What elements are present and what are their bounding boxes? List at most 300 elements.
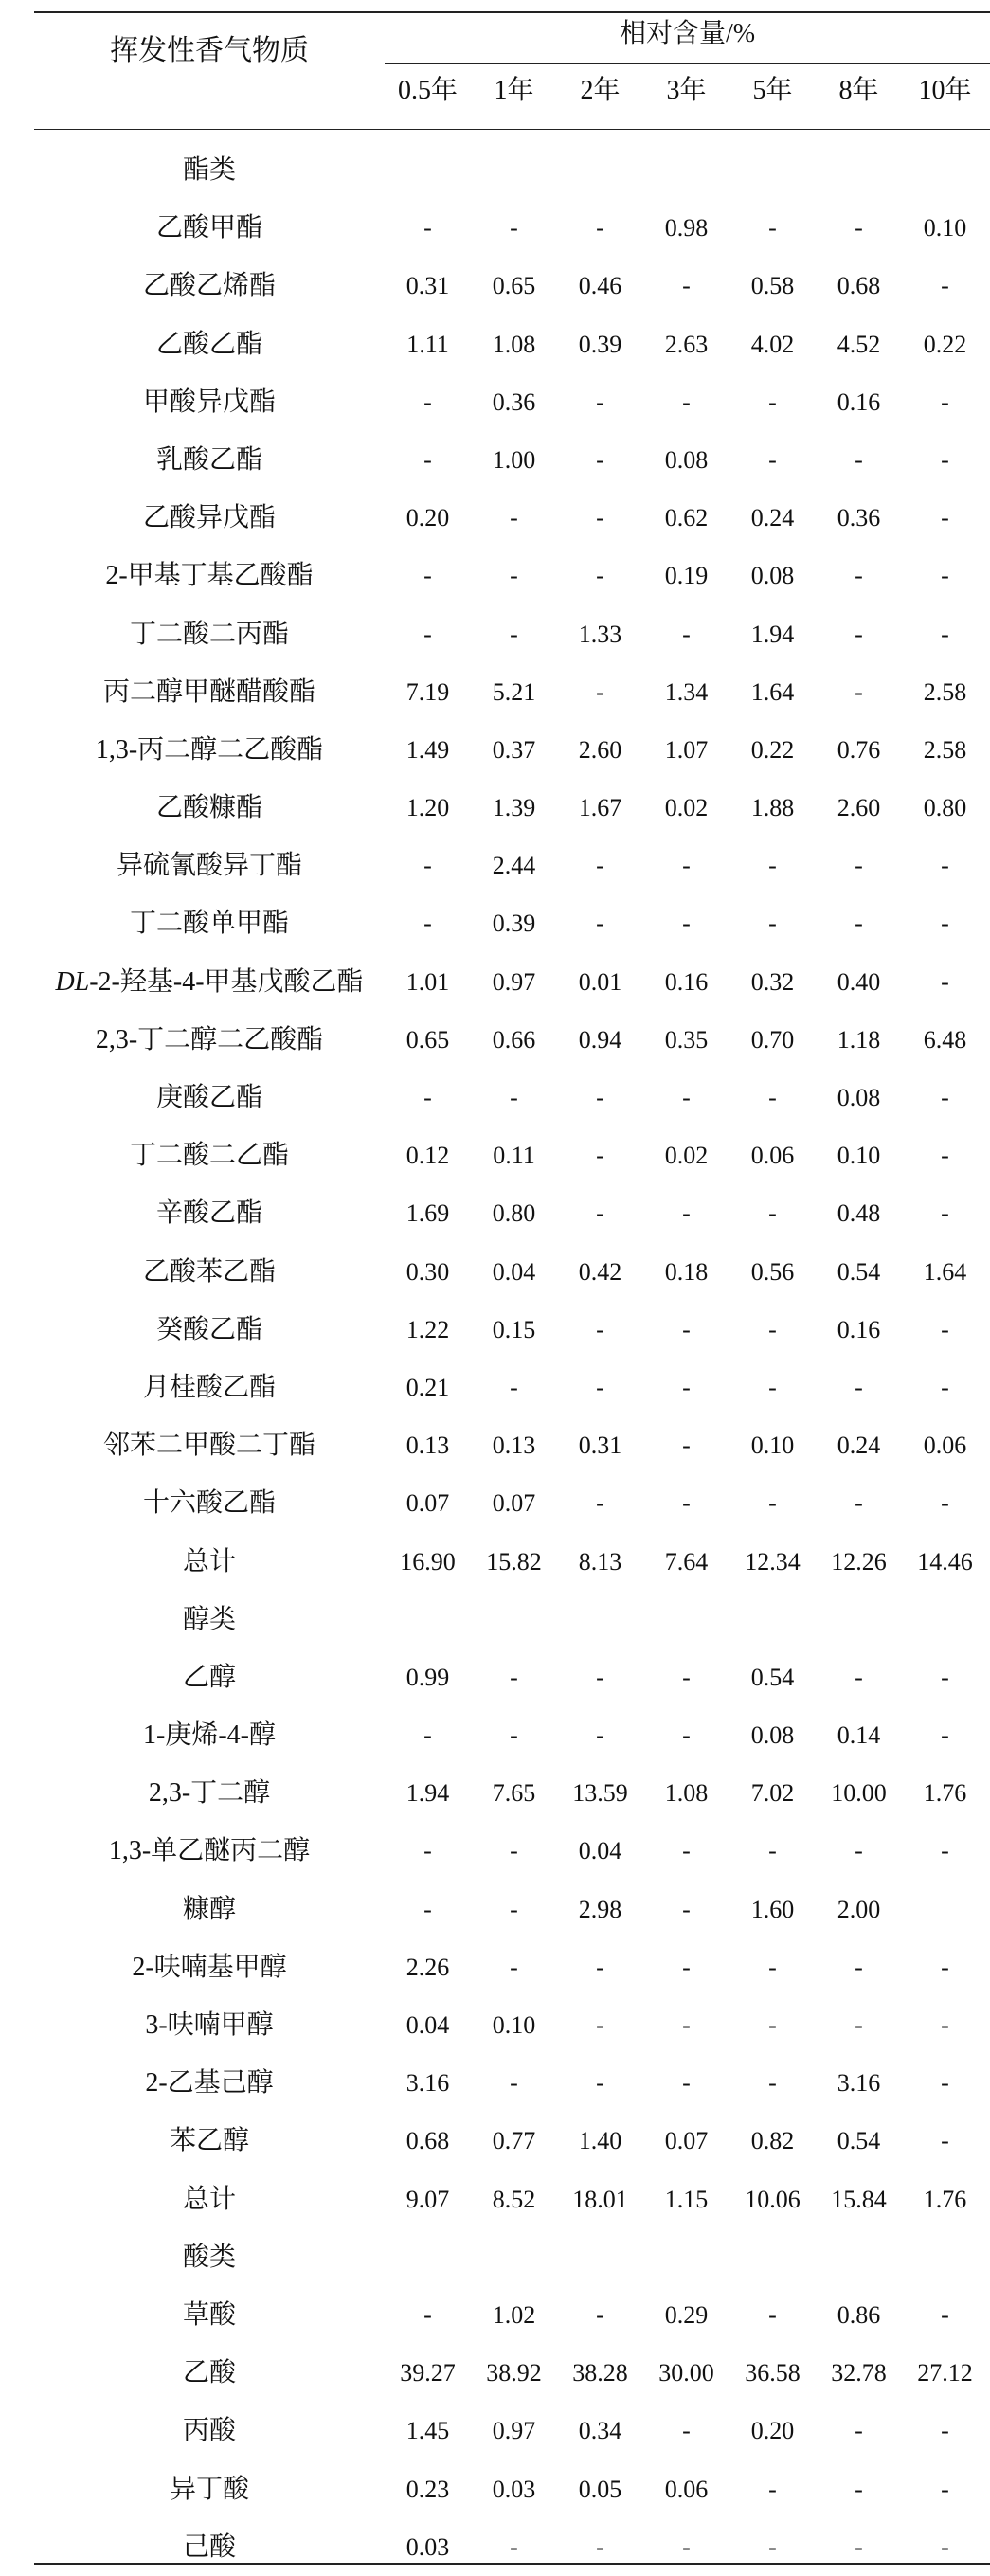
value-cell: 1.15	[664, 2185, 709, 2213]
value-cell: -	[682, 1895, 691, 1923]
value-cell: -	[682, 2417, 691, 2445]
compound-name: 1-庚烯-4-醇	[143, 1720, 276, 1751]
value-cell: 13.59	[572, 1779, 628, 1808]
table-row	[34, 373, 990, 431]
value-cell: -	[682, 1084, 691, 1111]
value-cell: -	[768, 2532, 777, 2561]
compound-name: 乙酸乙烯酯	[142, 271, 276, 301]
value-cell: -	[596, 1721, 604, 1750]
value-cell: -	[423, 445, 432, 474]
table-row	[34, 605, 990, 663]
value-cell: 0.08	[837, 1084, 881, 1111]
value-cell: -	[423, 214, 432, 243]
value-cell: -	[510, 1837, 518, 1865]
value-cell: -	[510, 620, 518, 648]
table-row	[34, 2344, 990, 2402]
value-cell: 4.02	[750, 330, 795, 358]
value-cell: -	[941, 2011, 949, 2039]
table-row	[34, 141, 990, 199]
value-cell: 1.08	[664, 1779, 709, 1808]
compound-name: 乙醇	[182, 1662, 236, 1692]
value-cell: -	[682, 2011, 691, 2039]
value-cell: -	[941, 2069, 949, 2098]
value-cell: -	[596, 2532, 604, 2561]
value-cell: -	[682, 1721, 691, 1750]
compound-name: 乳酸乙酯	[155, 444, 262, 475]
value-cell: 0.08	[664, 445, 709, 474]
value-cell: 2.44	[492, 852, 536, 880]
table-row	[34, 1938, 990, 1996]
compound-name: 异硫氰酸异丁酯	[116, 851, 302, 881]
value-cell: 0.16	[664, 967, 709, 996]
compound-name: 酸类	[182, 2242, 236, 2272]
value-cell: 0.36	[492, 387, 536, 416]
value-cell: 1.22	[405, 1315, 450, 1343]
compound-name: 癸酸乙酯	[155, 1314, 262, 1344]
value-cell: -	[510, 1895, 518, 1923]
value-cell: 0.76	[837, 735, 881, 764]
value-cell: 0.22	[750, 735, 795, 764]
value-cell: -	[596, 2011, 604, 2039]
value-cell: 0.32	[750, 967, 795, 996]
value-cell: -	[855, 1663, 863, 1691]
value-cell: 0.10	[837, 1142, 881, 1170]
value-cell: 0.65	[405, 1025, 450, 1054]
value-cell: 15.82	[486, 1547, 542, 1576]
value-cell: 0.23	[405, 2475, 450, 2503]
value-cell: -	[510, 2532, 518, 2561]
value-cell: 0.65	[492, 272, 536, 300]
table-row	[34, 1533, 990, 1591]
value-cell: -	[941, 910, 949, 938]
value-cell: -	[682, 1432, 691, 1460]
table-row	[34, 1764, 990, 1822]
table-row	[34, 2402, 990, 2459]
value-cell: -	[768, 910, 777, 938]
value-cell: -	[596, 387, 604, 416]
value-cell: 0.13	[492, 1432, 536, 1460]
table-row	[34, 1881, 990, 1938]
year-header-4: 5年	[752, 76, 793, 105]
value-cell: 0.62	[664, 504, 709, 532]
table-row	[34, 2171, 990, 2228]
value-cell: -	[855, 2417, 863, 2445]
value-cell: 0.07	[492, 1489, 536, 1518]
value-cell: 0.66	[492, 1025, 536, 1054]
table-row	[34, 953, 990, 1011]
value-cell: 2.60	[837, 794, 881, 822]
value-cell: 0.18	[664, 1257, 709, 1286]
value-cell: 0.36	[837, 504, 881, 532]
value-cell: 0.56	[750, 1257, 795, 1286]
value-cell: 1.20	[405, 794, 450, 822]
value-cell: -	[941, 272, 949, 300]
value-cell: 1.33	[578, 620, 622, 648]
value-cell: 1.02	[492, 2300, 536, 2329]
value-cell: -	[510, 2069, 518, 2098]
value-cell: -	[768, 445, 777, 474]
value-cell: 5.21	[492, 677, 536, 706]
value-cell: 2.26	[405, 1953, 450, 1981]
value-cell: 1.45	[405, 2417, 450, 2445]
value-cell: 0.03	[405, 2532, 450, 2561]
value-cell: 8.52	[492, 2185, 536, 2213]
value-cell: 2.63	[664, 330, 709, 358]
value-cell: -	[423, 910, 432, 938]
value-cell: -	[682, 1315, 691, 1343]
value-cell: -	[423, 620, 432, 648]
value-cell: 7.64	[664, 1547, 709, 1576]
value-cell: -	[941, 387, 949, 416]
value-cell: -	[941, 620, 949, 648]
value-cell: 0.12	[405, 1142, 450, 1170]
value-cell: -	[768, 2475, 777, 2503]
compound-name: 草酸	[182, 2299, 236, 2330]
value-cell: -	[596, 504, 604, 532]
table-row	[34, 721, 990, 779]
table-row	[34, 1822, 990, 1880]
value-cell: 8.13	[578, 1547, 622, 1576]
year-header-5: 8年	[838, 76, 879, 105]
compound-name: 糠醇	[182, 1894, 236, 1924]
value-cell: -	[423, 387, 432, 416]
value-cell: 1.07	[664, 735, 709, 764]
value-cell: -	[768, 2069, 777, 2098]
value-cell: 36.58	[745, 2359, 801, 2387]
value-cell: -	[941, 562, 949, 590]
value-cell: 0.08	[750, 1721, 795, 1750]
value-cell: -	[941, 1142, 949, 1170]
value-cell: -	[596, 562, 604, 590]
value-cell: 1.39	[492, 794, 536, 822]
header-sub-rule	[385, 63, 990, 64]
value-cell: -	[682, 1953, 691, 1981]
value-cell: 2.58	[923, 735, 967, 764]
value-cell: -	[855, 852, 863, 880]
column-header-compound: 挥发性香气物质	[110, 35, 309, 66]
value-cell: 1.88	[750, 794, 795, 822]
table-row	[34, 1359, 990, 1416]
value-cell: -	[596, 1084, 604, 1111]
compound-name: 辛酸乙酯	[155, 1198, 262, 1229]
value-cell: 38.92	[486, 2359, 542, 2387]
value-cell: 0.77	[492, 2127, 536, 2155]
table-row	[34, 489, 990, 547]
value-cell: -	[941, 1953, 949, 1981]
compound-name: 庚酸乙酯	[155, 1083, 262, 1112]
value-cell: 0.24	[750, 504, 795, 532]
compound-name: 己酸	[182, 2531, 236, 2562]
value-cell: -	[596, 1315, 604, 1343]
value-cell: 38.28	[572, 2359, 628, 2387]
value-cell: -	[596, 1489, 604, 1518]
value-cell: -	[596, 1663, 604, 1691]
value-cell: 27.12	[917, 2359, 973, 2387]
year-header-6: 10年	[918, 76, 972, 105]
value-cell: 0.06	[750, 1142, 795, 1170]
compound-name: 2,3-丁二醇	[148, 1778, 271, 1809]
value-cell: 0.97	[492, 967, 536, 996]
table-body	[34, 141, 990, 2576]
table-row	[34, 2112, 990, 2170]
compound-name: 总计	[182, 1546, 236, 1576]
compound-name: 总计	[182, 2184, 236, 2214]
table-row	[34, 837, 990, 894]
table-row	[34, 1706, 990, 1764]
table-row	[34, 2228, 990, 2286]
compound-name: 丙酸	[182, 2416, 236, 2446]
value-cell: 0.04	[578, 1837, 622, 1865]
value-cell: -	[682, 387, 691, 416]
table-row	[34, 1416, 990, 1474]
compound-name: 乙酸甲酯	[155, 213, 262, 243]
compound-name: 乙酸异戊酯	[142, 503, 276, 533]
value-cell: 0.16	[837, 387, 881, 416]
value-cell: 14.46	[917, 1547, 973, 1576]
compound-name: 丁二酸单甲酯	[129, 909, 289, 939]
value-cell: -	[423, 1721, 432, 1750]
value-cell: -	[423, 562, 432, 590]
value-cell: 2.60	[578, 735, 622, 764]
table-row	[34, 1243, 990, 1301]
value-cell: 1.60	[750, 1895, 795, 1923]
value-cell: 0.58	[750, 272, 795, 300]
value-cell: 0.07	[405, 1489, 450, 1518]
value-cell: -	[855, 1837, 863, 1865]
value-cell: 1.76	[923, 1779, 967, 1808]
compound-name: 异丁酸	[169, 2474, 249, 2504]
value-cell: 0.70	[750, 1025, 795, 1054]
value-cell: -	[941, 2127, 949, 2155]
value-cell: -	[510, 1663, 518, 1691]
table-row	[34, 2054, 990, 2112]
value-cell: -	[941, 1663, 949, 1691]
value-cell: -	[855, 2532, 863, 2561]
value-cell: -	[768, 2011, 777, 2039]
value-cell: 1.18	[837, 1025, 881, 1054]
table-row	[34, 2286, 990, 2344]
value-cell: -	[682, 272, 691, 300]
value-cell: 0.15	[492, 1315, 536, 1343]
value-cell: -	[596, 1142, 604, 1170]
value-cell: -	[596, 1199, 604, 1228]
value-cell: 1.01	[405, 967, 450, 996]
table-row	[34, 199, 990, 257]
value-cell: 6.48	[923, 1025, 967, 1054]
value-cell: 0.06	[664, 2475, 709, 2503]
value-cell: -	[768, 852, 777, 880]
value-cell: 0.02	[664, 794, 709, 822]
value-cell: -	[682, 910, 691, 938]
value-cell: -	[855, 1953, 863, 1981]
value-cell: 0.40	[837, 967, 881, 996]
value-cell: 0.16	[837, 1315, 881, 1343]
table-row	[34, 779, 990, 837]
value-cell: -	[855, 562, 863, 590]
table-row	[34, 1996, 990, 2054]
value-cell: 0.94	[578, 1025, 622, 1054]
value-cell: 0.13	[405, 1432, 450, 1460]
compound-name: 2-甲基丁基乙酸酯	[105, 561, 314, 591]
value-cell: 0.10	[492, 2011, 536, 2039]
compound-name: 邻苯二甲酸二丁酯	[102, 1431, 315, 1461]
value-cell: 1.76	[923, 2185, 967, 2213]
value-cell: 0.80	[923, 794, 967, 822]
value-cell: 0.99	[405, 1663, 450, 1691]
table-row	[34, 547, 990, 604]
table-row	[34, 315, 990, 373]
value-cell: 0.31	[578, 1432, 622, 1460]
value-cell: -	[596, 214, 604, 243]
value-cell: -	[682, 1837, 691, 1865]
value-cell: -	[941, 2532, 949, 2561]
value-cell: -	[423, 1895, 432, 1923]
value-cell: 0.42	[578, 1257, 622, 1286]
value-cell: 18.01	[572, 2185, 628, 2213]
value-cell: 0.80	[492, 1199, 536, 1228]
value-cell: -	[855, 620, 863, 648]
value-cell: 1.94	[405, 1779, 450, 1808]
value-cell: 0.24	[837, 1432, 881, 1460]
value-cell: -	[768, 1837, 777, 1865]
value-cell: -	[855, 910, 863, 938]
value-cell: 7.65	[492, 1779, 536, 1808]
table-row	[34, 1011, 990, 1069]
compound-name: 苯乙醇	[169, 2126, 249, 2156]
value-cell: 0.97	[492, 2417, 536, 2445]
value-cell: 0.68	[405, 2127, 450, 2155]
value-cell: 1.00	[492, 445, 536, 474]
value-cell: 0.19	[664, 562, 709, 590]
value-cell: 0.34	[578, 2417, 622, 2445]
table-row	[34, 663, 990, 721]
value-cell: 0.10	[923, 214, 967, 243]
year-header-2: 2年	[580, 76, 621, 105]
value-cell: -	[941, 967, 949, 996]
value-cell: 7.02	[750, 1779, 795, 1808]
value-cell: -	[510, 1953, 518, 1981]
compound-name: 1,3-单乙醚丙二醇	[108, 1836, 311, 1866]
value-cell: -	[768, 1953, 777, 1981]
value-cell: -	[941, 1084, 949, 1111]
value-cell: 0.35	[664, 1025, 709, 1054]
value-cell: -	[510, 214, 518, 243]
value-cell: 7.19	[405, 677, 450, 706]
value-cell: 1.40	[578, 2127, 622, 2155]
value-cell: -	[941, 1199, 949, 1228]
value-cell: -	[682, 1199, 691, 1228]
value-cell: -	[941, 1315, 949, 1343]
compound-name: 3-呋喃甲醇	[145, 2010, 274, 2040]
compound-name: DL-2-羟基-4-甲基戊酸乙酯	[55, 966, 364, 997]
value-cell: 16.90	[400, 1547, 456, 1576]
value-cell: 0.39	[578, 330, 622, 358]
value-cell: -	[941, 445, 949, 474]
value-cell: -	[855, 214, 863, 243]
compound-name: 十六酸乙酯	[142, 1488, 276, 1519]
value-cell: -	[682, 2069, 691, 2098]
compound-name: 丁二酸二丙酯	[129, 619, 289, 649]
value-cell: -	[596, 910, 604, 938]
value-cell: 30.00	[658, 2359, 714, 2387]
table-row	[34, 1184, 990, 1242]
value-cell: 0.06	[923, 1432, 967, 1460]
value-cell: 0.22	[923, 330, 967, 358]
value-cell: 0.98	[664, 214, 709, 243]
compound-name: 丁二酸二乙酯	[129, 1141, 289, 1171]
year-header-3: 3年	[666, 76, 707, 105]
compound-name: 乙酸	[182, 2358, 236, 2388]
value-cell: 10.06	[745, 2185, 801, 2213]
value-cell: 1.49	[405, 735, 450, 764]
value-cell: 0.01	[578, 967, 622, 996]
value-cell: 0.48	[837, 1199, 881, 1228]
value-cell: 12.34	[745, 1547, 801, 1576]
value-cell: 10.00	[831, 1779, 887, 1808]
value-cell: -	[855, 2475, 863, 2503]
value-cell: 0.20	[750, 2417, 795, 2445]
value-cell: -	[682, 620, 691, 648]
value-cell: -	[941, 2417, 949, 2445]
table-row	[34, 1126, 990, 1184]
table-row	[34, 2518, 990, 2576]
value-cell: -	[596, 445, 604, 474]
value-cell: 1.67	[578, 794, 622, 822]
value-cell: 1.69	[405, 1199, 450, 1228]
value-cell: 12.26	[831, 1547, 887, 1576]
value-cell: 0.03	[492, 2475, 536, 2503]
table-bottom-rule	[34, 2563, 990, 2565]
value-cell: 0.11	[493, 1142, 535, 1170]
value-cell: -	[855, 2011, 863, 2039]
value-cell: 39.27	[400, 2359, 456, 2387]
value-cell: 0.68	[837, 272, 881, 300]
value-cell: 2.58	[923, 677, 967, 706]
table-row	[34, 1474, 990, 1532]
value-cell: 3.16	[405, 2069, 450, 2098]
value-cell: 0.39	[492, 910, 536, 938]
compound-name: 2,3-丁二醇二乙酸酯	[95, 1024, 324, 1054]
value-cell: -	[855, 1489, 863, 1518]
value-cell: -	[855, 445, 863, 474]
value-cell: -	[768, 387, 777, 416]
value-cell: 0.04	[492, 1257, 536, 1286]
value-cell: 0.07	[664, 2127, 709, 2155]
year-header-1: 1年	[494, 76, 534, 105]
value-cell: 0.14	[837, 1721, 881, 1750]
value-cell: 0.04	[405, 2011, 450, 2039]
value-cell: 1.11	[406, 330, 449, 358]
table-row	[34, 2460, 990, 2518]
value-cell: -	[768, 214, 777, 243]
value-cell: -	[596, 677, 604, 706]
value-cell: 0.10	[750, 1432, 795, 1460]
value-cell: 0.31	[405, 272, 450, 300]
value-cell: -	[941, 852, 949, 880]
value-cell: 0.08	[750, 562, 795, 590]
value-cell: -	[941, 2475, 949, 2503]
value-cell: 9.07	[405, 2185, 450, 2213]
compound-name: 2-呋喃基甲醇	[132, 1952, 287, 1982]
value-cell: -	[941, 1721, 949, 1750]
value-cell: 2.00	[837, 1895, 881, 1923]
value-cell: -	[941, 2300, 949, 2329]
value-cell: 0.46	[578, 272, 622, 300]
compound-name: 乙酸苯乙酯	[142, 1256, 276, 1287]
value-cell: -	[682, 2532, 691, 2561]
compound-name: 醇类	[182, 1604, 236, 1634]
value-cell: 1.64	[923, 1257, 967, 1286]
